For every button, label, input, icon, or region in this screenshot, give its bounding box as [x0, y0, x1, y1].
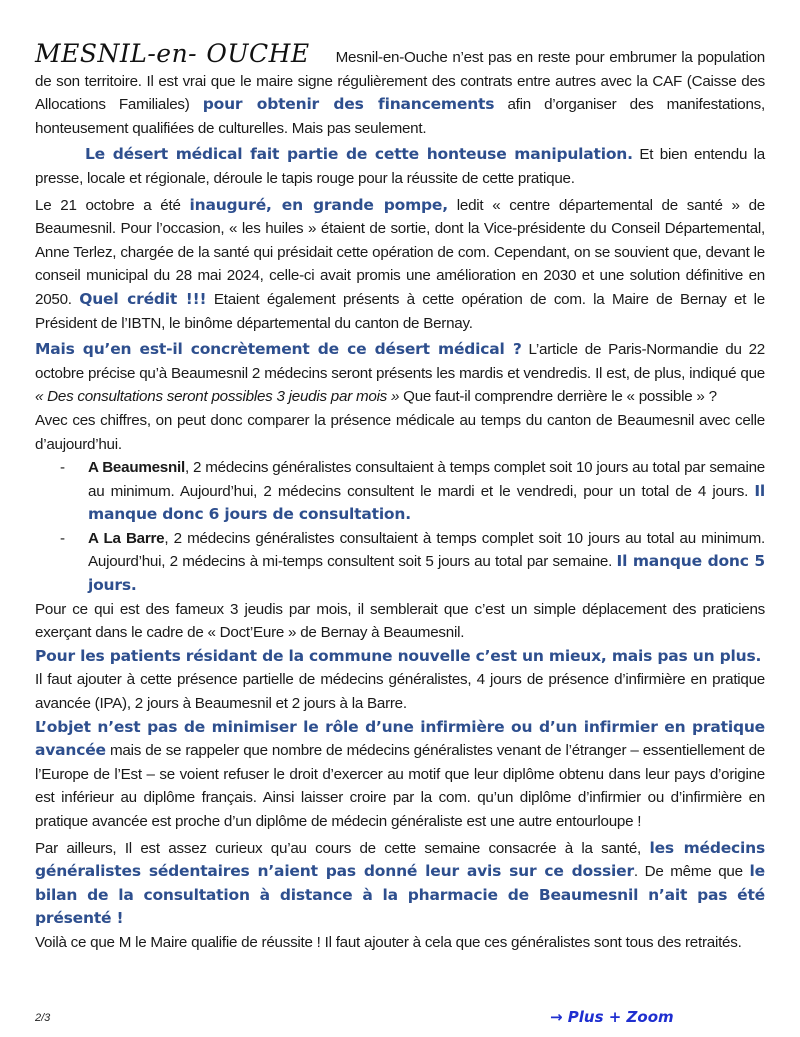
quote-text: « Des consultations seront possibles 3 jeudis par mois »: [35, 388, 400, 406]
highlight-text: inauguré, en grande pompe,: [189, 195, 448, 214]
comparison-paragraph: [35, 409, 765, 456]
nurse-role-paragraph: [35, 716, 765, 834]
inauguration-paragraph: [35, 194, 765, 336]
thursdays-paragraph: [35, 598, 765, 645]
text: Par ailleurs, Il est assez curieux qu’au cours de cette semaine consacrée à la santé,: [35, 839, 650, 857]
highlight-text: Il manque donc 5 jours.: [88, 552, 765, 595]
text: Etaient également présents à cette opération de com. la Maire de Bernay et le Président de l’IBTN, le binôme départemental du canton de Bernay.: [35, 290, 765, 332]
highlight-text: le bilan de la consultation à distance à la pharmacie de Beaumesnil n’ait pas été présenté !: [35, 862, 765, 928]
text: Voilà ce que M le Maire qualifie de réussite ! Il faut ajouter à cela que ces généralistes sont tous des retraités.: [35, 933, 742, 951]
text: Pour ce qui est des fameux 3 jeudis par mois, il semblerait que c’est un simple déplacement des praticiens exerçant dans le cadre de « Doct’Eure » de Bernay à Beaumesnil.: [35, 600, 765, 642]
opinion-paragraph: [35, 837, 765, 931]
highlight-text: Pour les patients résidant de la commune nouvelle c’est un mieux, mais pas un plus.: [35, 646, 762, 665]
bullet-dash: -: [60, 529, 65, 547]
text: ledit « centre départemental de santé » de Beaumesnil. Pour l’occasion, « les huiles » étaient de sortie, dont la Vice-présidente du Conseil Départemental, Anne Terlez, chargée de la santé qui présidait cette opération de com. Cependant, on se souvient que, devant le conseil municipal du 28 mai 2024, celle-ci avait promis une amélioration en 2030 et une solution définitive en 2050.: [35, 196, 765, 308]
list-item-beaumesnil: [35, 456, 765, 527]
highlight-text: Quel crédit !!!: [79, 289, 207, 308]
highlight-text: L’objet n’est pas de minimiser le rôle d’une infirmière ou d’un infirmier en pratique avancée: [35, 717, 765, 760]
text: L’article de Paris-Normandie du 22 octobre précise qu’à Beaumesnil 2 médecins seront présents les mardis et vendredis. Il est, de plus, indiqué que: [35, 341, 765, 382]
patients-paragraph: [35, 645, 765, 669]
text: Et bien entendu la presse, locale et régionale, déroule le tapis rouge pour la réussite de cette pratique.: [35, 146, 765, 187]
text: Le 21 octobre a été: [35, 196, 190, 214]
ipa-paragraph: [35, 668, 765, 715]
conclusion-paragraph: [35, 931, 765, 955]
bullet-dash: -: [60, 459, 65, 477]
place-name: A La Barre: [88, 529, 165, 547]
plus-zoom-link[interactable]: → Plus + Zoom: [550, 1008, 674, 1026]
text: , 2 médecins généralistes consultaient à temps complet soit 10 jours au total par semaine au minimum. Aujourd’hui, 2 médecins consultent le mardi et le vendredi, pour un total de 4 jours.: [88, 459, 765, 500]
text: , 2 médecins généralistes consultaient à temps complet soit 10 jours au total au minimum. Aujourd’hui, 2 médecins à mi-temps consultent soit 5 jours au total par semaine.: [88, 529, 765, 571]
intro-paragraph: [35, 40, 765, 140]
text: Que faut-il comprendre derrière le « possible » ?: [399, 388, 717, 406]
text: Il faut ajouter à cette présence partielle de médecins généralistes, 4 jours de présence d’infirmière en pratique avancée (IPA), 2 jours à Beaumesnil et 2 jours à la Barre.: [35, 671, 765, 713]
medical-desert-paragraph: [35, 143, 765, 190]
text: afin d’organiser des manifestations, honteusement qualifiées de culturelles. Mais pas seulement.: [35, 96, 765, 137]
place-name: A Beaumesnil: [88, 459, 185, 477]
list-item-la-barre: [35, 527, 765, 598]
highlight-text: les médecins généralistes sédentaires n’aient pas donné leur avis sur ce dossier: [35, 838, 765, 881]
comparison-list: [35, 456, 765, 598]
article-page: [35, 40, 765, 955]
text: mais de se rappeler que nombre de médecins généralistes venant de l’étranger – essentiellement de l’Europe de l’Est – se voient refuser le droit d’exercer au motif que leur diplôme obtenu dans leur pays d’origine est inférieur au diplôme français. Ainsi laisser croire par la com. qu’un diplôme d’infirmier ou d’infirmière en pratique avancée est proche d’un diplôme de médecin généraliste est une autre entourloupe !: [35, 742, 765, 830]
text: . De même que: [633, 863, 750, 881]
highlight-text: Mais qu’en est-il concrètement de ce désert médical ?: [35, 340, 522, 359]
highlight-text: Le désert médical fait partie de cette honteuse manipulation.: [85, 145, 633, 164]
text: Mesnil-en-Ouche n’est pas en reste pour embrumer la population de son territoire. Il est vrai que le maire signe régulièrement des contrats entre autres avec la CAF (Caisse des Allocations Familiales): [35, 49, 766, 114]
highlight-text: pour obtenir des financements: [202, 95, 495, 114]
page-number: 2/3: [35, 1012, 51, 1024]
article-title: MESNIL-en- OUCHE: [35, 39, 310, 68]
highlight-text: Il manque donc 6 jours de consultation.: [88, 481, 765, 524]
question-paragraph: [35, 338, 765, 409]
text: Avec ces chiffres, on peut donc comparer la présence médicale au temps du canton de Beaumesnil avec celle d’aujourd’hui.: [35, 411, 765, 453]
page-footer: [35, 1008, 765, 1030]
